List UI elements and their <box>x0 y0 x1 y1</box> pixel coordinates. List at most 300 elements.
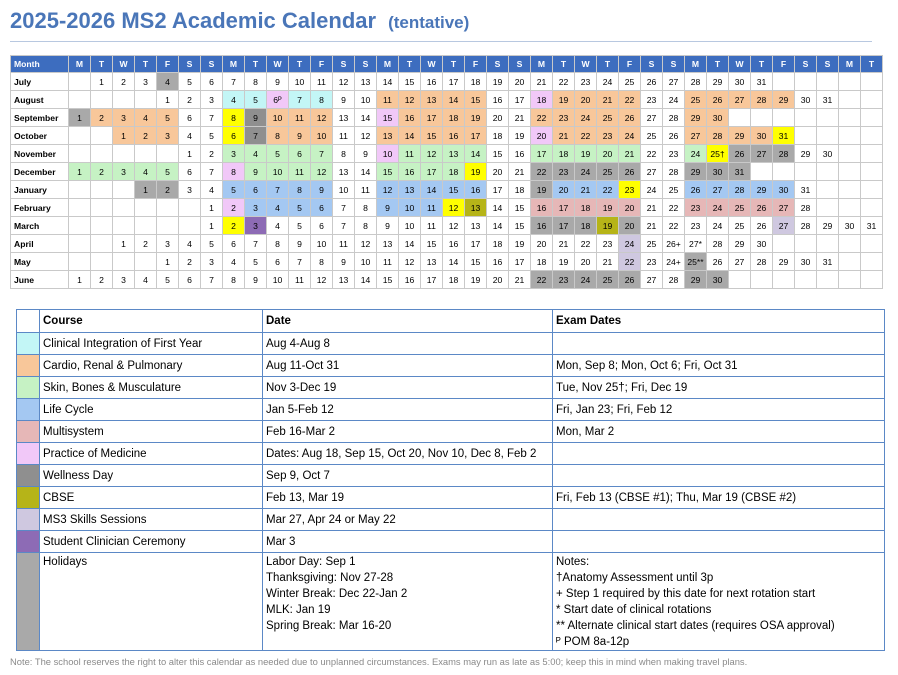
day-cell: 16 <box>487 253 509 271</box>
legend-course: Skin, Bones & Musculature <box>40 377 263 399</box>
empty-cell <box>69 181 91 199</box>
empty-cell <box>135 217 157 235</box>
day-cell: 7 <box>289 253 311 271</box>
day-cell: 24 <box>575 271 597 289</box>
empty-cell <box>861 199 883 217</box>
day-cell: 24 <box>685 145 707 163</box>
month-label: July <box>11 73 69 91</box>
day-cell: 30 <box>795 91 817 109</box>
day-cell: 6 <box>245 181 267 199</box>
day-cell: 4 <box>245 145 267 163</box>
day-cell: 14 <box>355 271 377 289</box>
day-cell: 9 <box>245 109 267 127</box>
day-cell: 9 <box>333 91 355 109</box>
day-cell: 22 <box>575 127 597 145</box>
day-cell: 30 <box>817 145 839 163</box>
empty-cell <box>113 145 135 163</box>
day-cell: 20 <box>509 73 531 91</box>
day-cell: 11 <box>333 127 355 145</box>
day-cell: 20 <box>575 91 597 109</box>
day-cell: 4 <box>135 271 157 289</box>
day-cell: 24+ <box>663 253 685 271</box>
weekday-header: M <box>223 56 245 73</box>
day-cell: 31 <box>773 127 795 145</box>
day-cell: 18 <box>509 181 531 199</box>
weekday-header: W <box>575 56 597 73</box>
weekday-header: S <box>179 56 201 73</box>
day-cell: 20 <box>531 235 553 253</box>
day-cell: 16 <box>465 181 487 199</box>
day-cell: 30 <box>707 109 729 127</box>
day-cell: 27 <box>707 181 729 199</box>
day-cell: 15 <box>509 217 531 235</box>
day-cell: 13 <box>333 271 355 289</box>
legend-color-swatch <box>17 355 40 377</box>
day-cell: 16 <box>531 217 553 235</box>
month-label: December <box>11 163 69 181</box>
day-cell: 15 <box>465 91 487 109</box>
holiday-date-line: MLK: Jan 19 <box>266 604 331 616</box>
day-cell: 25 <box>597 271 619 289</box>
day-cell: 3 <box>135 73 157 91</box>
day-cell: 26 <box>685 181 707 199</box>
day-cell: 23 <box>553 109 575 127</box>
weekday-header: T <box>289 56 311 73</box>
day-cell: 22 <box>663 217 685 235</box>
month-row-may <box>11 253 883 271</box>
day-cell: 31 <box>795 181 817 199</box>
day-cell: 17 <box>421 163 443 181</box>
weekday-header: T <box>91 56 113 73</box>
day-cell: 15 <box>509 199 531 217</box>
legend-exam <box>553 443 885 465</box>
weekday-header: M <box>839 56 861 73</box>
empty-cell <box>69 199 91 217</box>
day-cell: 17 <box>553 217 575 235</box>
day-cell: 7 <box>245 235 267 253</box>
day-cell: 25 <box>641 127 663 145</box>
day-cell: 6 <box>201 73 223 91</box>
day-cell: 21 <box>641 199 663 217</box>
legend-date: Nov 3-Dec 19 <box>263 377 553 399</box>
day-cell: 7 <box>245 127 267 145</box>
day-cell: 21 <box>553 127 575 145</box>
day-cell: 8 <box>223 163 245 181</box>
empty-cell <box>795 73 817 91</box>
day-cell: 25 <box>597 163 619 181</box>
empty-cell <box>861 253 883 271</box>
holiday-dates <box>263 553 553 651</box>
day-cell: 29 <box>707 73 729 91</box>
day-cell: 22 <box>619 253 641 271</box>
empty-cell <box>839 253 861 271</box>
empty-cell <box>817 235 839 253</box>
day-cell: 29 <box>773 91 795 109</box>
page-title <box>10 8 469 34</box>
day-cell: 3 <box>113 163 135 181</box>
day-cell: 18 <box>531 91 553 109</box>
empty-cell <box>69 145 91 163</box>
day-cell: 12 <box>443 199 465 217</box>
day-cell: 16 <box>443 235 465 253</box>
day-cell: 8 <box>223 109 245 127</box>
day-cell: 2 <box>223 217 245 235</box>
day-cell: 30 <box>707 271 729 289</box>
empty-cell <box>729 271 751 289</box>
day-cell: 7 <box>201 163 223 181</box>
day-cell: 21 <box>509 271 531 289</box>
empty-cell <box>751 163 773 181</box>
empty-cell <box>773 235 795 253</box>
day-cell: 8 <box>333 145 355 163</box>
legend-exam: Fri, Jan 23; Fri, Feb 12 <box>553 399 885 421</box>
day-cell: 25 <box>597 109 619 127</box>
month-row-august <box>11 91 883 109</box>
day-cell: 1 <box>201 199 223 217</box>
day-cell: 15 <box>377 271 399 289</box>
day-cell: 5 <box>201 127 223 145</box>
legend-header-exam: Exam Dates <box>553 310 885 333</box>
day-cell: 22 <box>531 109 553 127</box>
day-cell: 7 <box>333 199 355 217</box>
day-cell: 21 <box>531 73 553 91</box>
day-cell: 17 <box>421 109 443 127</box>
day-cell: 12 <box>311 109 333 127</box>
empty-cell <box>861 271 883 289</box>
day-cell: 31 <box>729 163 751 181</box>
day-cell: 14 <box>487 217 509 235</box>
empty-cell <box>729 109 751 127</box>
empty-cell <box>817 181 839 199</box>
day-cell: 8 <box>223 271 245 289</box>
day-cell: 5 <box>157 109 179 127</box>
legend-row <box>17 333 885 355</box>
day-cell: 26 <box>641 73 663 91</box>
day-cell: 7 <box>201 271 223 289</box>
empty-cell <box>135 145 157 163</box>
day-cell: 1 <box>201 217 223 235</box>
empty-cell <box>773 109 795 127</box>
weekday-header: S <box>795 56 817 73</box>
day-cell: 4 <box>135 109 157 127</box>
day-cell: 11 <box>377 253 399 271</box>
day-cell: 25 <box>619 73 641 91</box>
day-cell: 26 <box>751 199 773 217</box>
empty-cell <box>795 127 817 145</box>
weekday-header: T <box>553 56 575 73</box>
day-cell: 17 <box>531 145 553 163</box>
day-cell: 21 <box>509 163 531 181</box>
month-label: February <box>11 199 69 217</box>
day-cell: 12 <box>399 91 421 109</box>
empty-cell <box>839 271 861 289</box>
day-cell: 2 <box>201 145 223 163</box>
day-cell: 14 <box>355 163 377 181</box>
day-cell: 17 <box>443 73 465 91</box>
day-cell: 18 <box>443 271 465 289</box>
empty-cell <box>773 163 795 181</box>
weekday-header: S <box>817 56 839 73</box>
empty-cell <box>91 253 113 271</box>
legend-row <box>17 377 885 399</box>
calendar-title: 2025-2026 MS2 Academic Calendar <box>10 8 377 33</box>
day-cell: 21 <box>641 217 663 235</box>
empty-cell <box>817 109 839 127</box>
day-cell: 10 <box>267 271 289 289</box>
empty-cell <box>795 235 817 253</box>
legend-row <box>17 355 885 377</box>
footer-note: Note: The school reserves the right to alter this calendar as needed due to unplanned circumstances. Exams may run as late as 5:00; keep this in mind when making travel plans. <box>10 656 748 667</box>
day-cell: 23 <box>641 91 663 109</box>
legend-exam <box>553 465 885 487</box>
day-cell: 28 <box>795 217 817 235</box>
day-cell: 2 <box>91 109 113 127</box>
day-cell: 20 <box>531 127 553 145</box>
legend-exam <box>553 531 885 553</box>
empty-cell <box>817 271 839 289</box>
day-cell: 5 <box>223 181 245 199</box>
day-cell: 8 <box>355 217 377 235</box>
empty-cell <box>91 217 113 235</box>
day-cell: 29 <box>685 163 707 181</box>
note-line: Notes: <box>556 556 590 568</box>
weekday-header: T <box>597 56 619 73</box>
day-cell: 1 <box>113 127 135 145</box>
day-cell: 14 <box>443 91 465 109</box>
day-cell: 12 <box>311 163 333 181</box>
day-cell: 26 <box>751 217 773 235</box>
day-cell: 19 <box>575 145 597 163</box>
day-cell: 16 <box>399 109 421 127</box>
day-cell: 5 <box>157 163 179 181</box>
day-cell: 22 <box>575 235 597 253</box>
day-cell: 12 <box>355 127 377 145</box>
month-row-april <box>11 235 883 253</box>
day-cell: 17 <box>509 253 531 271</box>
day-cell: 6 <box>179 271 201 289</box>
legend-exam <box>553 333 885 355</box>
day-cell: 24 <box>619 127 641 145</box>
day-cell: 29 <box>729 235 751 253</box>
day-cell: 18 <box>553 145 575 163</box>
day-cell: 17 <box>553 199 575 217</box>
day-cell: 3 <box>201 253 223 271</box>
course-legend-table <box>16 309 885 651</box>
empty-cell <box>817 73 839 91</box>
weekday-header: T <box>443 56 465 73</box>
day-cell: 13 <box>333 163 355 181</box>
empty-cell <box>91 91 113 109</box>
empty-cell <box>861 163 883 181</box>
empty-cell <box>91 199 113 217</box>
day-cell: 14 <box>355 109 377 127</box>
legend-exam <box>553 509 885 531</box>
day-cell: 27 <box>663 73 685 91</box>
day-cell: 25 <box>641 235 663 253</box>
month-row-january <box>11 181 883 199</box>
day-cell: 25** <box>685 253 707 271</box>
day-cell: 4 <box>179 235 201 253</box>
weekday-header: T <box>135 56 157 73</box>
day-cell: 15 <box>465 253 487 271</box>
day-cell: 19 <box>531 181 553 199</box>
day-cell: 12 <box>355 235 377 253</box>
legend-notes <box>553 553 885 651</box>
day-cell: 11 <box>333 235 355 253</box>
day-cell: 3 <box>179 181 201 199</box>
day-cell: 3 <box>245 199 267 217</box>
empty-cell <box>179 217 201 235</box>
day-cell: 12 <box>443 217 465 235</box>
day-cell: 3 <box>157 235 179 253</box>
day-cell: 7 <box>267 181 289 199</box>
day-cell: 22 <box>553 73 575 91</box>
weekday-header: T <box>245 56 267 73</box>
legend-row <box>17 421 885 443</box>
weekday-header: S <box>663 56 685 73</box>
day-cell: 27 <box>685 127 707 145</box>
day-cell: 11 <box>421 217 443 235</box>
day-cell: 16 <box>421 73 443 91</box>
empty-cell <box>817 199 839 217</box>
legend-date: Aug 11-Oct 31 <box>263 355 553 377</box>
weekday-header: F <box>157 56 179 73</box>
legend-header-row <box>17 310 885 333</box>
weekday-header: S <box>333 56 355 73</box>
day-cell: 5 <box>201 235 223 253</box>
month-label: May <box>11 253 69 271</box>
day-cell: 3 <box>223 145 245 163</box>
day-cell: 10 <box>355 91 377 109</box>
day-cell: 6ᴾ <box>267 91 289 109</box>
legend-row-holidays <box>17 553 885 651</box>
day-cell: 22 <box>619 91 641 109</box>
day-cell: 2 <box>135 235 157 253</box>
day-cell: 19 <box>509 235 531 253</box>
day-cell: 15 <box>443 181 465 199</box>
day-cell: 23 <box>597 127 619 145</box>
day-cell: 4 <box>157 73 179 91</box>
day-cell: 27 <box>641 271 663 289</box>
day-cell: 11 <box>289 271 311 289</box>
day-cell: 20 <box>575 253 597 271</box>
day-cell: 24 <box>663 91 685 109</box>
empty-cell <box>861 145 883 163</box>
legend-color-swatch <box>17 421 40 443</box>
legend-color-swatch <box>17 377 40 399</box>
note-line: + Step 1 required by this date for next rotation start <box>556 588 816 600</box>
day-cell: 23 <box>619 181 641 199</box>
month-label: November <box>11 145 69 163</box>
day-cell: 17 <box>465 127 487 145</box>
day-cell: 10 <box>289 73 311 91</box>
empty-cell <box>839 163 861 181</box>
day-cell: 21 <box>619 145 641 163</box>
empty-cell <box>69 253 91 271</box>
weekday-header: F <box>465 56 487 73</box>
day-cell: 10 <box>399 199 421 217</box>
day-cell: 11 <box>399 145 421 163</box>
month-row-october <box>11 127 883 145</box>
day-cell: 11 <box>421 199 443 217</box>
day-cell: 7 <box>201 109 223 127</box>
empty-cell <box>817 163 839 181</box>
day-cell: 1 <box>69 163 91 181</box>
day-cell: 28 <box>707 235 729 253</box>
empty-cell <box>157 145 179 163</box>
day-cell: 29 <box>751 181 773 199</box>
day-cell: 13 <box>443 145 465 163</box>
day-cell: 16 <box>531 199 553 217</box>
day-cell: 3 <box>157 127 179 145</box>
legend-header-swatch <box>17 310 40 333</box>
day-cell: 4 <box>223 91 245 109</box>
day-cell: 14 <box>399 235 421 253</box>
day-cell: 17 <box>509 91 531 109</box>
day-cell: 30 <box>751 127 773 145</box>
day-cell: 10 <box>377 145 399 163</box>
day-cell: 23 <box>553 163 575 181</box>
day-cell: 22 <box>531 163 553 181</box>
day-cell: 9 <box>289 235 311 253</box>
day-cell: 29 <box>817 217 839 235</box>
legend-date: Aug 4-Aug 8 <box>263 333 553 355</box>
day-cell: 9 <box>377 217 399 235</box>
day-cell: 11 <box>377 91 399 109</box>
month-label: August <box>11 91 69 109</box>
empty-cell <box>157 217 179 235</box>
weekday-header: F <box>619 56 641 73</box>
day-cell: 18 <box>487 235 509 253</box>
weekday-header: T <box>861 56 883 73</box>
day-cell: 2 <box>157 181 179 199</box>
legend-exam: Mon, Sep 8; Mon, Oct 6; Fri, Oct 31 <box>553 355 885 377</box>
day-cell: 9 <box>377 199 399 217</box>
day-cell: 5 <box>179 73 201 91</box>
weekday-header: S <box>641 56 663 73</box>
day-cell: 30 <box>795 253 817 271</box>
day-cell: 16 <box>443 127 465 145</box>
day-cell: 13 <box>421 253 443 271</box>
day-cell: 18 <box>531 253 553 271</box>
day-cell: 10 <box>333 181 355 199</box>
legend-color-swatch <box>17 487 40 509</box>
weekday-header: T <box>751 56 773 73</box>
day-cell: 28 <box>751 253 773 271</box>
day-cell: 28 <box>795 199 817 217</box>
day-cell: 1 <box>69 109 91 127</box>
holiday-date-line: Winter Break: Dec 22-Jan 2 <box>266 588 408 600</box>
legend-exam: Tue, Nov 25†; Fri, Dec 19 <box>553 377 885 399</box>
day-cell: 23 <box>553 271 575 289</box>
empty-cell <box>839 181 861 199</box>
day-cell: 19 <box>509 127 531 145</box>
legend-row <box>17 509 885 531</box>
day-cell: 14 <box>443 253 465 271</box>
day-cell: 10 <box>267 163 289 181</box>
month-row-september <box>11 109 883 127</box>
day-cell: 10 <box>355 253 377 271</box>
day-cell: 24 <box>597 73 619 91</box>
day-cell: 2 <box>179 91 201 109</box>
empty-cell <box>839 235 861 253</box>
day-cell: 18 <box>575 199 597 217</box>
day-cell: 16 <box>399 271 421 289</box>
month-row-december <box>11 163 883 181</box>
day-cell: 3 <box>113 109 135 127</box>
day-cell: 23 <box>663 145 685 163</box>
day-cell: 9 <box>355 145 377 163</box>
